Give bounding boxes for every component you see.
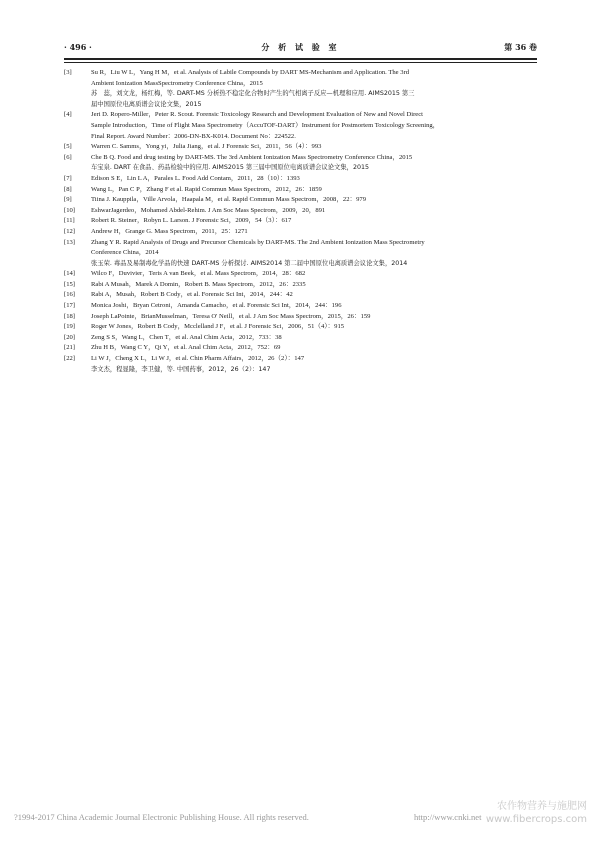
reference-number: [4] [64, 111, 72, 119]
reference-number: [18] [64, 312, 75, 320]
reference-item [64, 110, 537, 142]
header-rule-thick [64, 58, 537, 60]
reference-line: Robert R. Steiner，Robyn L. Larson. J Forensic Sci，2009，54（3）：617 [91, 217, 292, 225]
reference-line: Rabi A Musah，Marek A Domin，Robert B. Mass Spectrom，2012，26：2335 [91, 280, 306, 288]
reference-number: [8] [64, 185, 72, 193]
watermark [486, 800, 587, 826]
reference-line: Tiina J. Kauppila，Ville Arvola，Haapala M，et al. Rapid Commun Mass Spectrom，2008，22：979 [91, 196, 366, 204]
reference-item [64, 174, 537, 185]
reference-line: EshwarJagerdeo，Mohamed Abdel-Rehim. J Am Soc Mass Spectrom，2009，20，891 [91, 206, 326, 214]
footer-url[interactable]: http://www.cnki.net [414, 812, 482, 822]
watermark-line-1: 农作物营养与施肥网 [497, 801, 587, 812]
page-number: · 496 · [64, 42, 92, 52]
reference-item [64, 322, 537, 333]
reference-line: Joseph LaPointe，BrianMusselman，Teresa O' Neill，et al. J Am Soc Mass Spectrom，2015，26：159 [91, 312, 371, 320]
reference-line: 苏 蕊，刘文龙，杨红梅，等. DART-MS 分析热不稳定化合物时产生的气相离子反应—机理和应用. AIMS2015 第三 [91, 90, 415, 98]
reference-line: Su R，Liu W L，Yang H M，et al. Analysis of Labile Compounds by DART MS-Mechanism and Application. The 3rd [91, 69, 410, 76]
reference-list [64, 68, 537, 375]
reference-item [64, 195, 537, 206]
reference-item [64, 238, 537, 270]
reference-number: [3] [64, 69, 72, 76]
reference-number: [17] [64, 302, 75, 310]
reference-line: Roger W Jones，Robert B Cody，Mcclelland J F，et al. J Forensic Sci，2006，51（4）：915 [91, 323, 345, 331]
reference-line: 李文杰，程显隆，李卫健，等. 中国药事，2012，26（2）：147 [91, 365, 271, 373]
reference-line: Sample Introduction，Time of Flight Mass Spectrometry（AccuTOF-DART）Instrument for Postmortem Toxicology Screening， [91, 121, 440, 129]
reference-number: [13] [64, 238, 75, 246]
page-header [64, 40, 537, 56]
reference-line: Wang L，Pan C P，Zhang F et al. Rapid Commun Mass Spectrom，2012，26：1859 [91, 185, 322, 193]
volume-number: 第 36 卷 [504, 42, 537, 52]
reference-line: Zhu H B，Wang C Y，Qi Y，et al. Anal Chim Acta，2012，752：69 [91, 344, 281, 352]
reference-number: [15] [64, 280, 75, 288]
reference-number: [11] [64, 217, 75, 225]
reference-line: Jeri D. Ropero-Miller，Peter R. Scout. Forensic Toxicology Research and Development Evaluation of New and Novel Direct [91, 111, 423, 119]
journal-title: 分 析 试 验 室 [261, 42, 340, 52]
reference-line: Edison S E，Lin L A，Parales L. Food Add Contam，2011，28（10）：1393 [91, 174, 300, 182]
header-rule-thin [64, 62, 537, 63]
reference-line: Ambient Ionization MassSpectrometry Conference China，2015 [91, 79, 263, 87]
reference-line: Zhang Y R. Rapid Analysis of Drugs and Precursor Chemicals by DART-MS. The 2nd Ambient Ionization Mass Spectrometry [91, 238, 425, 246]
reference-number: [5] [64, 143, 72, 151]
reference-line: Che B Q. Food and drug testing by DART-MS. The 3rd Ambient Ionization Mass Spectrometry Conference China，2015 [91, 153, 413, 161]
reference-line: Zeng S S，Wang L，Chen T，et al. Anal Chim Acta，2012，733：38 [91, 333, 282, 341]
reference-line: Wilco F，Duvivier，Teris A van Beek，et al. Mass Spectrom，2014，28：682 [91, 270, 306, 278]
reference-number: [22] [64, 355, 75, 363]
reference-item [64, 216, 537, 227]
copyright-notice: ?1994-2017 China Academic Journal Electronic Publishing House. All rights reserved. [14, 812, 309, 822]
reference-item [64, 153, 537, 174]
reference-item [64, 333, 537, 344]
reference-number: [20] [64, 333, 75, 341]
reference-item [64, 68, 537, 110]
reference-line: Monica Joshi，Bryan Cetroni，Amanda Camacho，et al. Forensic Sci Int，2014，244：196 [91, 302, 342, 310]
reference-item [64, 269, 537, 280]
reference-number: [16] [64, 291, 75, 299]
reference-item [64, 301, 537, 312]
reference-number: [10] [64, 206, 75, 214]
reference-line: Andrew H，Grange G. Mass Spectrom，2011，25：1271 [91, 227, 248, 235]
reference-line: Final Report. Award Number：2006-DN-BX-K014. Document No：224522. [91, 132, 296, 140]
watermark-line-2: www.fibercrops.com [485, 814, 587, 825]
reference-item [64, 354, 537, 375]
reference-line: Li W J，Cheng X L，Li W J，et al. Chin Pharm Affairs，2012，26（2）：147 [91, 355, 305, 363]
reference-line: 届中国原位电离质谱会议论文集，2015 [91, 100, 202, 108]
reference-item [64, 227, 537, 238]
reference-number: [7] [64, 174, 72, 182]
reference-line: Warren C. Samms，Yong yi，Julia Jiang，et al. J Forensic Sci，2011，56（4）：993 [91, 143, 322, 151]
reference-line: Conference China，2014 [91, 249, 159, 257]
reference-item [64, 343, 537, 354]
reference-number: [21] [64, 344, 75, 352]
reference-item [64, 206, 537, 217]
reference-item [64, 290, 537, 301]
reference-line: Rabi A，Musah，Robert B Cody，et al. Forensic Sci Int，2014，244：42 [91, 291, 293, 299]
reference-line: 张玉荣. 毒品及易制毒化学品的快速 DART-MS 分析探讨. AIMS2014 第二届中国原位电离质谱会议论文集，2014 [91, 259, 408, 267]
reference-item [64, 280, 537, 291]
reference-number: [14] [64, 270, 75, 278]
reference-line: 车宝泉. DART 在食品、药品检验中的应用. AIMS2015 第三届中国原位电离质谱会议论文集，2015 [91, 164, 369, 172]
reference-item [64, 312, 537, 323]
reference-number: [12] [64, 227, 75, 235]
reference-number: [9] [64, 196, 72, 204]
reference-item [64, 142, 537, 153]
reference-number: [6] [64, 153, 72, 161]
reference-number: [19] [64, 323, 75, 331]
reference-item [64, 185, 537, 196]
